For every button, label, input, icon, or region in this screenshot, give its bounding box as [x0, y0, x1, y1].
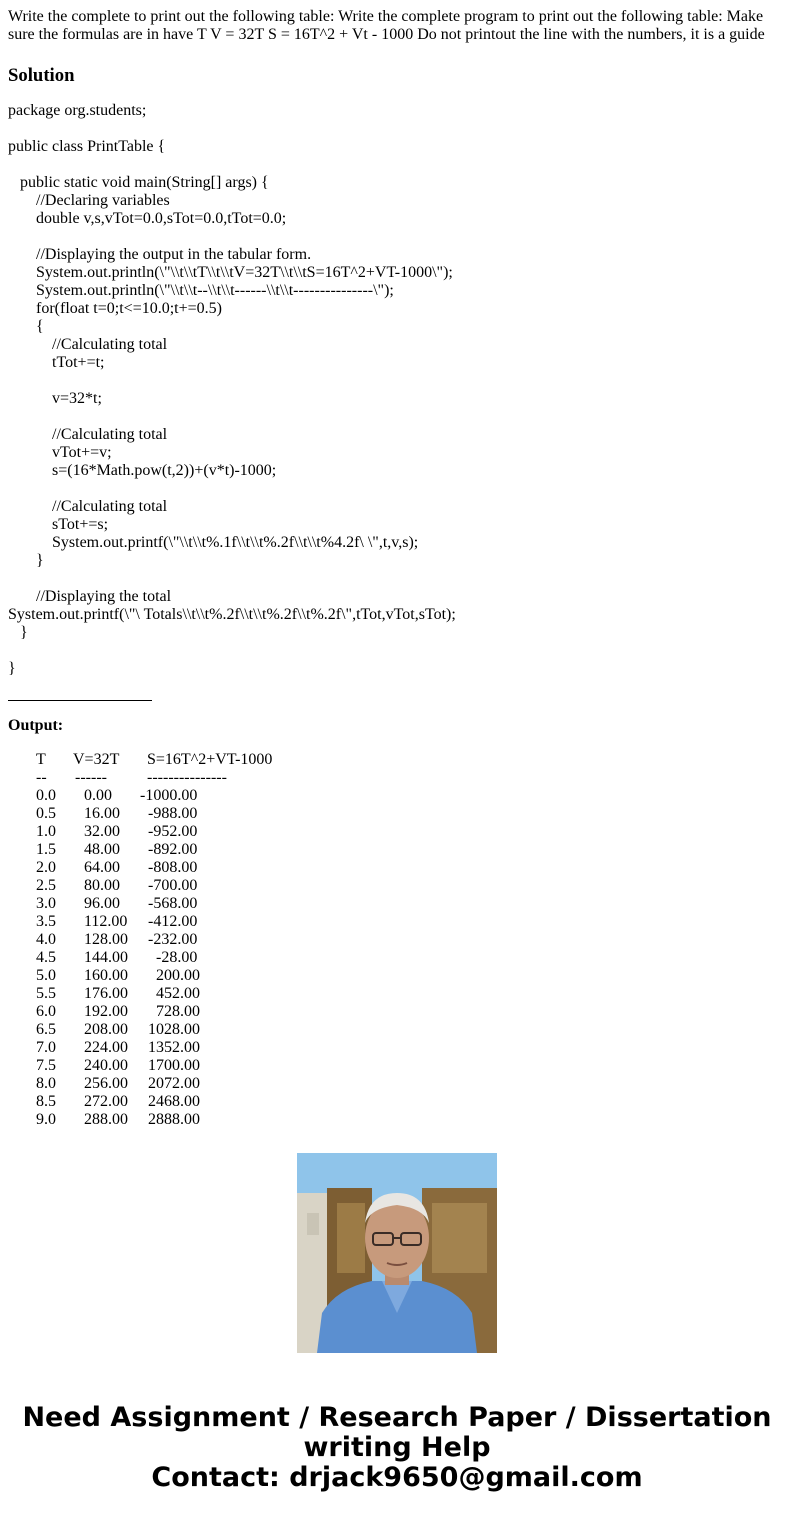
- code-block: [8, 102, 786, 678]
- output-row: [36, 895, 786, 913]
- code-line: //Calculating total: [8, 426, 168, 443]
- cell-v: 208.00: [84, 1021, 128, 1038]
- cell-s: 2072.00: [148, 1075, 200, 1092]
- cell-v: 0.00: [84, 787, 112, 804]
- cell-v: 128.00: [84, 931, 128, 948]
- cell-s: -808.00: [148, 859, 198, 876]
- cell-s: 1352.00: [148, 1039, 200, 1056]
- cell-s: -988.00: [148, 805, 198, 822]
- header-s: S=16T^2+VT-1000: [147, 751, 273, 768]
- code-line: //Calculating total: [8, 336, 168, 353]
- output-row: [36, 1057, 786, 1075]
- output-table: [8, 751, 786, 1128]
- header-v: V=32T: [73, 751, 120, 768]
- cell-s: -568.00: [148, 895, 198, 912]
- output-row: [36, 967, 786, 985]
- code-line: System.out.printf(\"\\t\\t%.1f\\t\\t%.2f\\t\\t%4.2f\ \",t,v,s);: [8, 534, 419, 551]
- cell-s: -232.00: [148, 931, 198, 948]
- cell-v: 160.00: [84, 967, 128, 984]
- cell-s: 2468.00: [148, 1093, 200, 1110]
- cell-t: 5.5: [36, 985, 56, 1002]
- code-line: //Declaring variables: [8, 192, 170, 209]
- output-row: [36, 913, 786, 931]
- cell-v: 96.00: [84, 895, 120, 912]
- code-line: tTot+=t;: [8, 354, 105, 371]
- dash-v: ------: [75, 769, 107, 786]
- code-line: System.out.println(\"\\t\\tT\\t\\tV=32T\\t\\tS=16T^2+VT-1000\");: [8, 264, 453, 281]
- cell-t: 9.0: [36, 1111, 56, 1128]
- cell-v: 32.00: [84, 823, 120, 840]
- output-row: [36, 949, 786, 967]
- code-line: v=32*t;: [8, 390, 102, 407]
- cell-v: 288.00: [84, 1111, 128, 1128]
- cell-s: 1700.00: [148, 1057, 200, 1074]
- cell-t: 8.0: [36, 1075, 56, 1092]
- code-line: public class PrintTable {: [8, 138, 166, 155]
- code-line: [8, 156, 786, 174]
- dash-t: --: [36, 769, 47, 786]
- cell-v: 192.00: [84, 1003, 128, 1020]
- output-row: [36, 931, 786, 949]
- code-line: [8, 228, 786, 246]
- cell-t: 0.0: [36, 787, 56, 804]
- output-row: [36, 805, 786, 823]
- cell-t: 7.5: [36, 1057, 56, 1074]
- code-line: [8, 372, 786, 390]
- code-line: [8, 642, 786, 660]
- footer-line-3: Contact: drjack9650@gmail.com: [151, 1462, 643, 1493]
- cell-t: 2.5: [36, 877, 56, 894]
- cell-s: 452.00: [156, 985, 200, 1002]
- cell-v: 272.00: [84, 1093, 128, 1110]
- code-line: vTot+=v;: [8, 444, 112, 461]
- cell-v: 240.00: [84, 1057, 128, 1074]
- output-header-row: [36, 751, 786, 769]
- code-line: }: [8, 624, 28, 641]
- code-line: s=(16*Math.pow(t,2))+(v*t)-1000;: [8, 462, 277, 479]
- cell-s: -952.00: [148, 823, 198, 840]
- code-line: }: [8, 660, 16, 677]
- cell-t: 1.5: [36, 841, 56, 858]
- output-row: [36, 1039, 786, 1057]
- cell-s: 1028.00: [148, 1021, 200, 1038]
- dash-s: ---------------: [147, 769, 227, 786]
- output-row: [36, 823, 786, 841]
- cell-t: 1.0: [36, 823, 56, 840]
- footer-line-1: Need Assignment / Research Paper / Dissertation: [22, 1402, 772, 1433]
- author-photo: [297, 1153, 497, 1353]
- code-line: }: [8, 552, 44, 569]
- output-dash-row: [36, 769, 786, 787]
- output-row: [36, 1075, 786, 1093]
- cell-t: 5.0: [36, 967, 56, 984]
- cell-t: 6.5: [36, 1021, 56, 1038]
- output-label: Output:: [8, 717, 64, 734]
- output-row: [36, 787, 786, 805]
- code-line: //Displaying the output in the tabular form.: [8, 246, 312, 263]
- cell-t: 0.5: [36, 805, 56, 822]
- cell-v: 224.00: [84, 1039, 128, 1056]
- code-line: {: [8, 318, 44, 335]
- cell-v: 64.00: [84, 859, 120, 876]
- code-line: [8, 408, 786, 426]
- divider: [8, 700, 152, 701]
- output-row: [36, 1093, 786, 1111]
- code-line: package org.students;: [8, 102, 147, 119]
- code-line: [8, 480, 786, 498]
- cell-s: 728.00: [156, 1003, 200, 1020]
- footer-banner: [0, 1403, 794, 1493]
- output-row: [36, 859, 786, 877]
- cell-t: 8.5: [36, 1093, 56, 1110]
- output-row: [36, 841, 786, 859]
- cell-v: 256.00: [84, 1075, 128, 1092]
- cell-t: 4.0: [36, 931, 56, 948]
- cell-v: 48.00: [84, 841, 120, 858]
- output-row: [36, 877, 786, 895]
- cell-v: 80.00: [84, 877, 120, 894]
- code-line: sTot+=s;: [8, 516, 109, 533]
- cell-s: -892.00: [148, 841, 198, 858]
- code-line: [8, 570, 786, 588]
- cell-t: 4.5: [36, 949, 56, 966]
- output-row: [36, 1021, 786, 1039]
- cell-s: -1000.00: [140, 787, 198, 804]
- output-row: [36, 1111, 786, 1129]
- code-line: for(float t=0;t<=10.0;t+=0.5): [8, 300, 222, 317]
- cell-v: 16.00: [84, 805, 120, 822]
- portrait-image: [297, 1153, 497, 1353]
- cell-s: 200.00: [156, 967, 200, 984]
- cell-s: -28.00: [156, 949, 198, 966]
- code-line: //Calculating total: [8, 498, 168, 515]
- question-text: Write the complete to print out the following table: Write the complete program to print out the following table: Make sure the formulas are in have T V = 32T S = 16T^2 + Vt - 1000 Do not printout the line with the numbers, it is a guide: [8, 8, 765, 43]
- cell-s: 2888.00: [148, 1111, 200, 1128]
- solution-heading: Solution: [8, 65, 75, 86]
- cell-t: 2.0: [36, 859, 56, 876]
- cell-t: 3.5: [36, 913, 56, 930]
- code-line: double v,s,vTot=0.0,sTot=0.0,tTot=0.0;: [8, 210, 287, 227]
- cell-v: 176.00: [84, 985, 128, 1002]
- cell-v: 112.00: [84, 913, 128, 930]
- output-row: [36, 1003, 786, 1021]
- code-line: public static void main(String[] args) {: [8, 174, 269, 191]
- cell-t: 7.0: [36, 1039, 56, 1056]
- code-line: [8, 120, 786, 138]
- cell-t: 3.0: [36, 895, 56, 912]
- code-line: System.out.println(\"\\t\\t--\\t\\t------\\t\\t---------------\");: [8, 282, 394, 299]
- cell-s: -700.00: [148, 877, 198, 894]
- code-line: //Displaying the total: [8, 588, 172, 605]
- footer-line-2: writing Help: [303, 1432, 491, 1463]
- output-row: [36, 985, 786, 1003]
- header-t: T: [36, 751, 46, 768]
- cell-s: -412.00: [148, 913, 198, 930]
- code-line: System.out.printf(\"\ Totals\\t\\t%.2f\\t\\t%.2f\\t%.2f\",tTot,vTot,sTot);: [8, 606, 456, 623]
- cell-v: 144.00: [84, 949, 128, 966]
- article: [8, 8, 786, 1128]
- cell-t: 6.0: [36, 1003, 56, 1020]
